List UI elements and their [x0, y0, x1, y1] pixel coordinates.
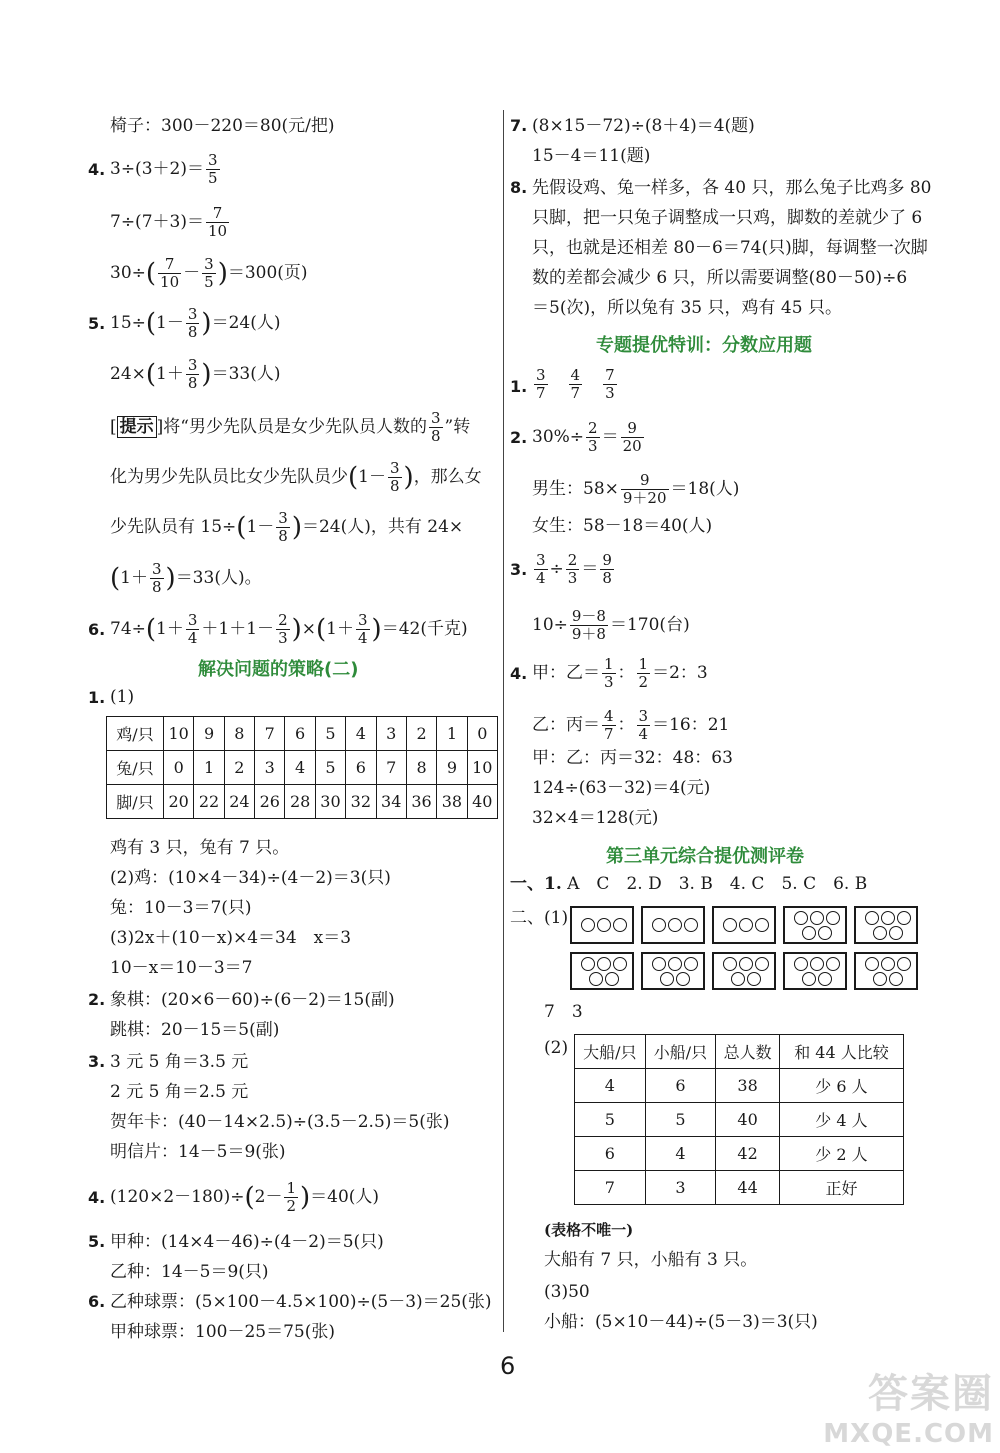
- table-cell: 6: [645, 1069, 716, 1103]
- s4-number: 4.: [510, 664, 528, 683]
- q3-number: 3.: [88, 1052, 106, 1071]
- hint-line-3: 少先队员有 15÷(1－ $\frac{3}{8}$ )＝24(人)，共有 24×: [110, 509, 464, 545]
- s1-number: 1.: [510, 377, 528, 396]
- s2-number: 2.: [510, 428, 528, 447]
- person-dot: [881, 911, 895, 925]
- table-cell: 7: [575, 1171, 646, 1205]
- dot-box: [783, 906, 847, 944]
- table-cell: 5: [645, 1103, 716, 1137]
- answer-line: 甲种球票：100－25＝75(张): [110, 1322, 335, 1342]
- person-dot: [826, 911, 840, 925]
- person-dot: [613, 957, 627, 971]
- answer-line: 跳棋：20－15＝5(副): [110, 1020, 280, 1040]
- q6b-number: 6.: [88, 1292, 106, 1311]
- part2b-label: (2): [544, 1038, 569, 1058]
- person-dot: [865, 957, 879, 971]
- answer-line: 甲种：(14×4－46)÷(4－2)＝5(只): [110, 1232, 384, 1252]
- hint-line-4: (1＋ $\frac{3}{8}$ )＝33(人)。: [110, 560, 262, 596]
- table-header-row: [575, 1035, 904, 1069]
- table-cell: 22: [194, 785, 224, 819]
- answer-line: 鸡有 3 只，兔有 7 只。: [110, 838, 290, 858]
- q4-line-c: 30÷( $\frac{7}{10}$ － $\frac{3}{5}$ )＝300(页): [110, 255, 308, 291]
- table-cell: 5: [315, 751, 345, 785]
- person-dot: [684, 957, 698, 971]
- person-dot: [755, 957, 769, 971]
- row-header-cell: 鸡/只: [107, 717, 164, 751]
- part2-label: 二、(1): [510, 908, 569, 928]
- table-cell: 4: [285, 751, 315, 785]
- table-cell: 32: [346, 785, 376, 819]
- person-dot: [668, 918, 682, 932]
- table-cell: 4: [645, 1137, 716, 1171]
- answer-line: 数的差都会减少 6 只，所以需要调整(80－50)÷6: [532, 268, 908, 288]
- q8-number: 8.: [510, 178, 528, 197]
- s4-line-a: 甲：乙＝ $\frac{1}{3}$ ： $\frac{1}{2}$ ＝2：3: [532, 655, 708, 691]
- answer-line: 乙种：14－5＝9(只): [110, 1262, 269, 1282]
- person-dot: [660, 972, 674, 986]
- q4-line-a: 3÷(3＋2)＝ $\frac{3}{5}$: [110, 151, 218, 187]
- s4-line-b: 乙：丙＝ $\frac{4}{7}$ ： $\frac{3}{4}$ ＝16：21: [532, 707, 730, 743]
- q6-line: 74÷(1＋ $\frac{3}{4}$ ＋1＋1－ $\frac{2}{3}$ )×(1＋ $\frac{3}{4}$ )＝42(千克): [110, 611, 468, 647]
- q6-number: 6.: [88, 620, 106, 639]
- row-header-cell: 兔/只: [107, 751, 164, 785]
- table-cell: 42: [716, 1137, 780, 1171]
- person-dot: [826, 957, 840, 971]
- column-divider: [503, 110, 504, 1332]
- table-cell: 1: [194, 751, 224, 785]
- answer-line: 贺年卡：(40－14×2.5)÷(3.5－2.5)＝5(张): [110, 1112, 450, 1132]
- table-cell: 10: [467, 751, 497, 785]
- table-cell: 38: [437, 785, 467, 819]
- person-dot: [739, 957, 753, 971]
- table-cell: 少 6 人: [779, 1069, 903, 1103]
- answer-line: (8×15－72)÷(8＋4)＝4(题): [532, 116, 755, 136]
- table-row: [107, 717, 498, 751]
- q4-line-b: 7÷(7＋3)＝ $\frac{7}{10}$: [110, 204, 228, 240]
- table-cell: 30: [315, 785, 345, 819]
- chair-price: 椅子：300－220＝80(元/把): [110, 116, 335, 136]
- part1-line: 一、1. A C 2. D 3. B 4. C 5. C 6. B: [510, 874, 868, 894]
- column-header: 大船/只: [575, 1035, 646, 1069]
- table-cell: 3: [376, 717, 406, 751]
- table-cell: 24: [224, 785, 254, 819]
- hint-line-1: [ 提示 ]将“男少先队员是女少先队员人数的 $\frac{3}{8}$ ”转: [110, 409, 471, 445]
- person-dot: [794, 911, 808, 925]
- person-dot: [810, 957, 824, 971]
- dot-box: [712, 906, 776, 944]
- answer-line: 甲：乙：丙＝32：48：63: [532, 748, 733, 768]
- row-header-cell: 脚/只: [107, 785, 164, 819]
- table-cell: 7: [376, 751, 406, 785]
- person-dot: [802, 972, 816, 986]
- table-cell: 1: [437, 717, 467, 751]
- section-heading-fraction: 专题提优特训：分数应用题: [596, 335, 812, 356]
- table-row: [107, 751, 498, 785]
- table-cell: 8: [406, 751, 436, 785]
- dot-box: [854, 952, 918, 990]
- q5-number: 5.: [88, 314, 106, 333]
- table-cell: 6: [285, 717, 315, 751]
- person-dot: [581, 918, 595, 932]
- person-dot: [897, 911, 911, 925]
- answer-line: ＝5(次)，所以兔有 35 只，鸡有 45 只。: [532, 298, 842, 318]
- person-dot: [889, 972, 903, 986]
- s2-line-a: 30%÷ $\frac{2}{3}$ ＝ $\frac{9}{20}$: [532, 419, 642, 455]
- watermark-logo: 答案圈 MXQE.COM: [823, 1371, 994, 1449]
- answer-line: 女生：58－18＝40(人): [532, 516, 713, 536]
- dot-box: [641, 906, 705, 944]
- table-cell: 正好: [779, 1171, 903, 1205]
- person-dot: [652, 957, 666, 971]
- table-cell: 8: [224, 717, 254, 751]
- answer-line: 只，也就是还相差 80－6＝74(只)脚，每调整一次脚: [532, 238, 928, 258]
- table-cell: 34: [376, 785, 406, 819]
- person-dot: [668, 957, 682, 971]
- table-cell: 44: [716, 1171, 780, 1205]
- answer-line: (3)2x＋(10－x)×4＝34 x＝3: [110, 928, 352, 948]
- table-cell: 26: [255, 785, 285, 819]
- column-header: 总人数: [716, 1035, 780, 1069]
- table-cell: 4: [575, 1069, 646, 1103]
- s2-line-b: 男生：58× $\frac{9}{9+20}$ ＝18(人): [532, 471, 740, 507]
- dot-box: [570, 906, 634, 944]
- table-cell: 10: [164, 717, 194, 751]
- table-cell: 5: [315, 717, 345, 751]
- person-dot: [676, 972, 690, 986]
- q1-part: (1): [110, 687, 135, 707]
- boat-table: [574, 1034, 904, 1205]
- table-cell: 3: [255, 751, 285, 785]
- person-dot: [723, 918, 737, 932]
- table-cell: 5: [575, 1103, 646, 1137]
- table-cell: 3: [645, 1171, 716, 1205]
- dot-box: [641, 952, 705, 990]
- answer-line: 15－4＝11(题): [532, 146, 651, 166]
- section-heading-unit-test: 第三单元综合提优测评卷: [606, 846, 804, 867]
- s3-number: 3.: [510, 560, 528, 579]
- person-dot: [613, 918, 627, 932]
- person-dot: [873, 972, 887, 986]
- table-cell: 4: [346, 717, 376, 751]
- table-cell: 2: [224, 751, 254, 785]
- answer-line: 小船：(5×10－44)÷(5－3)＝3(只): [544, 1312, 818, 1332]
- answer-line: 先假设鸡、兔一样多，各 40 只，那么兔子比鸡多 80: [532, 178, 932, 198]
- table-row: [575, 1069, 904, 1103]
- hint-line-2: 化为男少先队员比女少先队员少(1－ $\frac{3}{8}$ )，那么女: [110, 459, 482, 495]
- answer-line: (3)50: [544, 1282, 590, 1302]
- person-dot: [739, 918, 753, 932]
- table-row: [575, 1171, 904, 1205]
- table-cell: 2: [406, 717, 436, 751]
- q5-line-b: 24×(1＋ $\frac{3}{8}$ )＝33(人): [110, 356, 281, 392]
- q5b-number: 5.: [88, 1232, 106, 1251]
- person-dot: [794, 957, 808, 971]
- table-cell: 38: [716, 1069, 780, 1103]
- answer-line: 大船有 7 只，小船有 3 只。: [544, 1250, 758, 1270]
- column-header: 小船/只: [645, 1035, 716, 1069]
- answer-line: 32×4＝128(元): [532, 808, 659, 828]
- q7-number: 7.: [510, 116, 528, 135]
- person-dot: [731, 972, 745, 986]
- section-heading-strategy: 解决问题的策略(二): [198, 659, 359, 680]
- q4b-number: 4.: [88, 1188, 106, 1207]
- table-cell: 40: [467, 785, 497, 819]
- person-dot: [684, 918, 698, 932]
- dot-box: [570, 952, 634, 990]
- answer-line: (2)鸡：(10×4－34)÷(4－2)＝3(只): [110, 868, 391, 888]
- person-dot: [810, 911, 824, 925]
- table-cell: 0: [467, 717, 497, 751]
- table-cell: 20: [164, 785, 194, 819]
- person-dot: [605, 972, 619, 986]
- q5-line-a: 15÷(1－ $\frac{3}{8}$ )＝24(人): [110, 305, 281, 341]
- note-line: (表格不唯一): [544, 1221, 634, 1239]
- table-cell: 6: [575, 1137, 646, 1171]
- answer-line: 只脚，把一只兔子调整成一只鸡，脚数的差就少了 6: [532, 208, 923, 228]
- person-dot: [818, 972, 832, 986]
- answer-line: 兔：10－3＝7(只): [110, 898, 252, 918]
- dot-box: [712, 952, 776, 990]
- person-dot: [589, 972, 603, 986]
- person-dot: [818, 926, 832, 940]
- chicken-rabbit-table: [106, 716, 498, 819]
- q4-number: 4.: [88, 160, 106, 179]
- person-dot: [581, 957, 595, 971]
- person-dot: [597, 957, 611, 971]
- table-row: [107, 785, 498, 819]
- person-dot: [865, 911, 879, 925]
- person-dot: [873, 926, 887, 940]
- table-row: [575, 1103, 904, 1137]
- person-dot: [747, 972, 761, 986]
- column-header: 和 44 人比较: [779, 1035, 903, 1069]
- answer-line: 3 元 5 角＝3.5 元: [110, 1052, 249, 1072]
- s1-line: $\frac{3}{7}$ $\frac{4}{7}$ $\frac{7}{3}$: [536, 366, 615, 402]
- table-cell: 7: [255, 717, 285, 751]
- table-cell: 9: [194, 717, 224, 751]
- answer-line: 乙种球票：(5×100－4.5×100)÷(5－3)＝25(张): [110, 1292, 492, 1312]
- answer-line: 7 3: [544, 1002, 583, 1022]
- person-dot: [723, 957, 737, 971]
- q2-number: 2.: [88, 990, 106, 1009]
- table-cell: 少 2 人: [779, 1137, 903, 1171]
- answer-line: 10－x＝10－3＝7: [110, 958, 253, 978]
- table-cell: 9: [437, 751, 467, 785]
- answer-line: 2 元 5 角＝2.5 元: [110, 1082, 249, 1102]
- person-dot: [802, 926, 816, 940]
- answer-line: 象棋：(20×6－60)÷(6－2)＝15(副): [110, 990, 395, 1010]
- person-dot: [881, 957, 895, 971]
- person-dot: [897, 957, 911, 971]
- person-dot: [889, 926, 903, 940]
- q1-number: 1.: [88, 688, 106, 707]
- answer-line: 124÷(63－32)＝4(元): [532, 778, 711, 798]
- table-cell: 少 4 人: [779, 1103, 903, 1137]
- person-dot: [597, 918, 611, 932]
- table-cell: 40: [716, 1103, 780, 1137]
- page-number: 6: [500, 1352, 516, 1380]
- s3-line-b: 10÷ $\frac{9-8}{9+8}$ ＝170(台): [532, 607, 690, 643]
- dot-box: [854, 906, 918, 944]
- table-cell: 0: [164, 751, 194, 785]
- dot-box: [783, 952, 847, 990]
- hint-label: 提示: [117, 416, 157, 438]
- table-cell: 6: [346, 751, 376, 785]
- person-dot: [652, 918, 666, 932]
- table-cell: 28: [285, 785, 315, 819]
- table-row: [575, 1137, 904, 1171]
- answer-line: 明信片：14－5＝9(张): [110, 1142, 286, 1162]
- s3-line-a: $\frac{3}{4}$ ÷ $\frac{2}{3}$ ＝ $\frac{9}{8}$: [536, 551, 612, 587]
- table-cell: 36: [406, 785, 436, 819]
- person-dot: [755, 918, 769, 932]
- q4b-line: (120×2－180)÷(2－ $\frac{1}{2}$ )＝40(人): [110, 1179, 380, 1215]
